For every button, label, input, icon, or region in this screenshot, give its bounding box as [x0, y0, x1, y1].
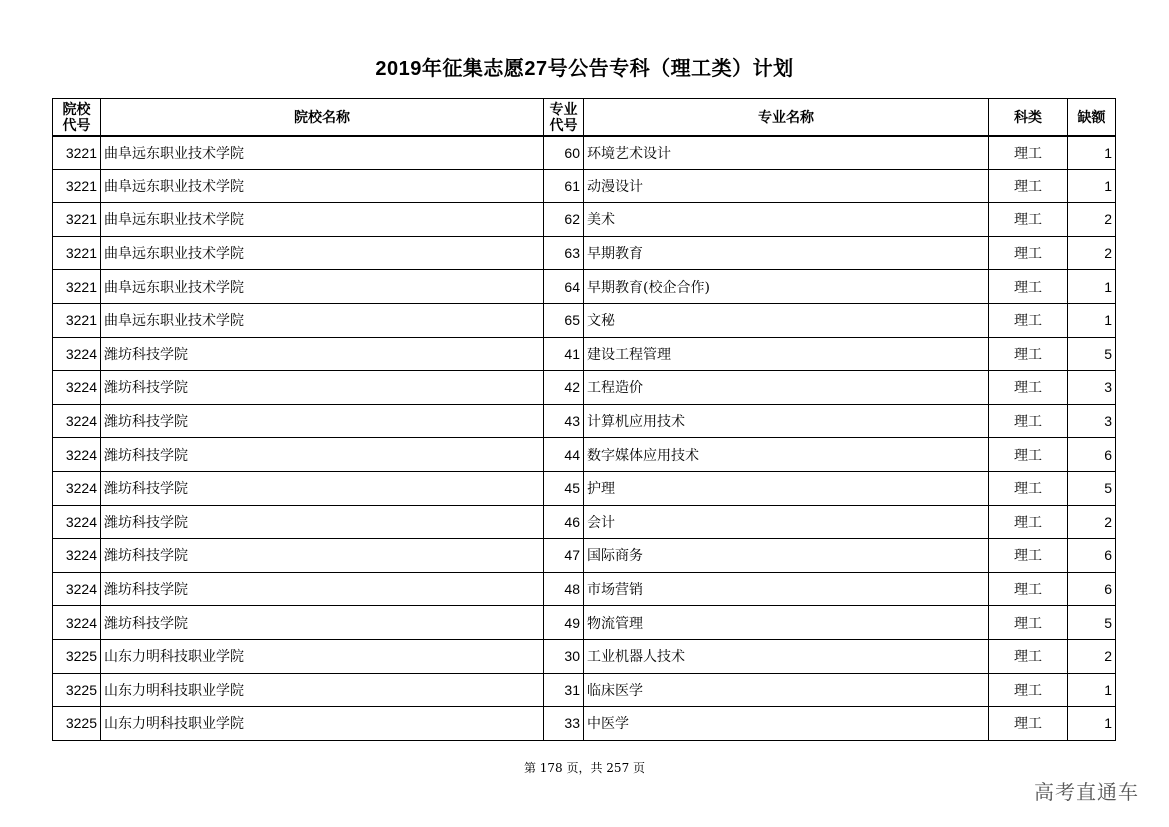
school-name-cell: 潍坊科技学院 [101, 572, 544, 606]
school-code-cell: 3221 [53, 203, 101, 237]
school-code-cell: 3224 [53, 337, 101, 371]
major-name-cell: 早期教育 [584, 236, 989, 270]
school-name-cell: 曲阜远东职业技术学院 [101, 136, 544, 170]
table-row [53, 136, 1116, 170]
table-row [53, 572, 1116, 606]
school-code-cell: 3221 [53, 236, 101, 270]
table-row [53, 707, 1116, 741]
table-row [53, 438, 1116, 472]
school-name-cell: 潍坊科技学院 [101, 539, 544, 573]
major-name-cell: 建设工程管理 [584, 337, 989, 371]
major-name-cell: 物流管理 [584, 606, 989, 640]
quota-cell: 2 [1068, 639, 1116, 673]
major-code-cell: 47 [544, 539, 584, 573]
quota-cell: 2 [1068, 505, 1116, 539]
category-cell: 理工 [989, 438, 1068, 472]
school-name-cell: 潍坊科技学院 [101, 606, 544, 640]
table-row [53, 404, 1116, 438]
major-code-cell: 43 [544, 404, 584, 438]
major-code-cell: 64 [544, 270, 584, 304]
major-code-cell: 62 [544, 203, 584, 237]
school-name-cell: 山东力明科技职业学院 [101, 639, 544, 673]
school-code-cell: 3221 [53, 303, 101, 337]
header-school-name: 院校名称 [101, 99, 544, 136]
category-cell: 理工 [989, 471, 1068, 505]
header-school-code-line2: 代号 [62, 116, 91, 133]
header-category: 科类 [989, 99, 1068, 136]
major-code-cell: 63 [544, 236, 584, 270]
major-name-cell: 市场营销 [584, 572, 989, 606]
school-code-cell: 3221 [53, 169, 101, 203]
school-name-cell: 潍坊科技学院 [101, 471, 544, 505]
school-code-cell: 3224 [53, 371, 101, 405]
major-name-cell: 护理 [584, 471, 989, 505]
major-name-cell: 工业机器人技术 [584, 639, 989, 673]
major-code-cell: 48 [544, 572, 584, 606]
major-code-cell: 31 [544, 673, 584, 707]
table-header-row [53, 99, 1116, 136]
school-code-cell: 3224 [53, 438, 101, 472]
major-name-cell: 环境艺术设计 [584, 136, 989, 170]
school-name-cell: 潍坊科技学院 [101, 371, 544, 405]
quota-cell: 6 [1068, 572, 1116, 606]
major-code-cell: 42 [544, 371, 584, 405]
major-code-cell: 30 [544, 639, 584, 673]
quota-cell: 2 [1068, 203, 1116, 237]
table-row [53, 371, 1116, 405]
school-code-cell: 3225 [53, 707, 101, 741]
category-cell: 理工 [989, 303, 1068, 337]
major-name-cell: 动漫设计 [584, 169, 989, 203]
school-name-cell: 潍坊科技学院 [101, 505, 544, 539]
school-name-cell: 曲阜远东职业技术学院 [101, 270, 544, 304]
plan-table [52, 98, 1116, 741]
major-name-cell: 文秘 [584, 303, 989, 337]
school-code-cell: 3224 [53, 572, 101, 606]
school-code-cell: 3224 [53, 606, 101, 640]
major-name-cell: 工程造价 [584, 371, 989, 405]
category-cell: 理工 [989, 404, 1068, 438]
watermark: 高考直通车 [1034, 780, 1139, 804]
page-footer: 第 178 页，共 257 页 [523, 761, 646, 775]
table-row [53, 337, 1116, 371]
table-row [53, 471, 1116, 505]
quota-cell: 3 [1068, 404, 1116, 438]
school-code-cell: 3221 [53, 270, 101, 304]
school-code-cell: 3221 [53, 136, 101, 170]
school-name-cell: 山东力明科技职业学院 [101, 673, 544, 707]
major-code-cell: 41 [544, 337, 584, 371]
school-code-cell: 3225 [53, 673, 101, 707]
quota-cell: 1 [1068, 136, 1116, 170]
major-code-cell: 49 [544, 606, 584, 640]
category-cell: 理工 [989, 169, 1068, 203]
major-code-cell: 65 [544, 303, 584, 337]
quota-cell: 1 [1068, 673, 1116, 707]
quota-cell: 6 [1068, 539, 1116, 573]
major-name-cell: 数字媒体应用技术 [584, 438, 989, 472]
quota-cell: 1 [1068, 169, 1116, 203]
school-code-cell: 3224 [53, 539, 101, 573]
header-school-code-line1: 院校 [62, 100, 91, 117]
major-name-cell: 临床医学 [584, 673, 989, 707]
quota-cell: 1 [1068, 303, 1116, 337]
school-code-cell: 3225 [53, 639, 101, 673]
table-row [53, 673, 1116, 707]
table-row [53, 539, 1116, 573]
major-name-cell: 国际商务 [584, 539, 989, 573]
school-code-cell: 3224 [53, 404, 101, 438]
table-row [53, 169, 1116, 203]
category-cell: 理工 [989, 606, 1068, 640]
quota-cell: 1 [1068, 270, 1116, 304]
category-cell: 理工 [989, 572, 1068, 606]
major-name-cell: 中医学 [584, 707, 989, 741]
major-code-cell: 44 [544, 438, 584, 472]
major-name-cell: 会计 [584, 505, 989, 539]
major-name-cell: 计算机应用技术 [584, 404, 989, 438]
quota-cell: 3 [1068, 371, 1116, 405]
major-name-cell: 早期教育(校企合作) [584, 270, 989, 304]
page-title: 2019年征集志愿27号公告专科（理工类）计划 [375, 58, 794, 80]
quota-cell: 2 [1068, 236, 1116, 270]
school-name-cell: 潍坊科技学院 [101, 404, 544, 438]
major-code-cell: 60 [544, 136, 584, 170]
category-cell: 理工 [989, 203, 1068, 237]
school-code-cell: 3224 [53, 505, 101, 539]
school-name-cell: 潍坊科技学院 [101, 438, 544, 472]
school-name-cell: 潍坊科技学院 [101, 337, 544, 371]
table-row [53, 236, 1116, 270]
category-cell: 理工 [989, 673, 1068, 707]
major-code-cell: 61 [544, 169, 584, 203]
category-cell: 理工 [989, 505, 1068, 539]
category-cell: 理工 [989, 270, 1068, 304]
table-row [53, 505, 1116, 539]
major-code-cell: 45 [544, 471, 584, 505]
table-row [53, 639, 1116, 673]
school-name-cell: 曲阜远东职业技术学院 [101, 236, 544, 270]
quota-cell: 5 [1068, 606, 1116, 640]
header-major-code-line1: 专业 [549, 100, 578, 117]
table-row [53, 270, 1116, 304]
quota-cell: 1 [1068, 707, 1116, 741]
table-row [53, 606, 1116, 640]
category-cell: 理工 [989, 236, 1068, 270]
school-name-cell: 曲阜远东职业技术学院 [101, 303, 544, 337]
header-major-name: 专业名称 [584, 99, 989, 136]
major-name-cell: 美术 [584, 203, 989, 237]
quota-cell: 6 [1068, 438, 1116, 472]
category-cell: 理工 [989, 371, 1068, 405]
school-name-cell: 曲阜远东职业技术学院 [101, 169, 544, 203]
major-code-cell: 46 [544, 505, 584, 539]
category-cell: 理工 [989, 707, 1068, 741]
category-cell: 理工 [989, 639, 1068, 673]
category-cell: 理工 [989, 136, 1068, 170]
quota-cell: 5 [1068, 471, 1116, 505]
category-cell: 理工 [989, 539, 1068, 573]
header-school-code [53, 99, 101, 136]
school-name-cell: 曲阜远东职业技术学院 [101, 203, 544, 237]
header-major-code-line2: 代号 [549, 116, 578, 133]
table-row [53, 303, 1116, 337]
header-quota: 缺额 [1068, 99, 1116, 136]
table-row [53, 203, 1116, 237]
quota-cell: 5 [1068, 337, 1116, 371]
major-code-cell: 33 [544, 707, 584, 741]
school-code-cell: 3224 [53, 471, 101, 505]
header-major-code [544, 99, 584, 136]
school-name-cell: 山东力明科技职业学院 [101, 707, 544, 741]
category-cell: 理工 [989, 337, 1068, 371]
